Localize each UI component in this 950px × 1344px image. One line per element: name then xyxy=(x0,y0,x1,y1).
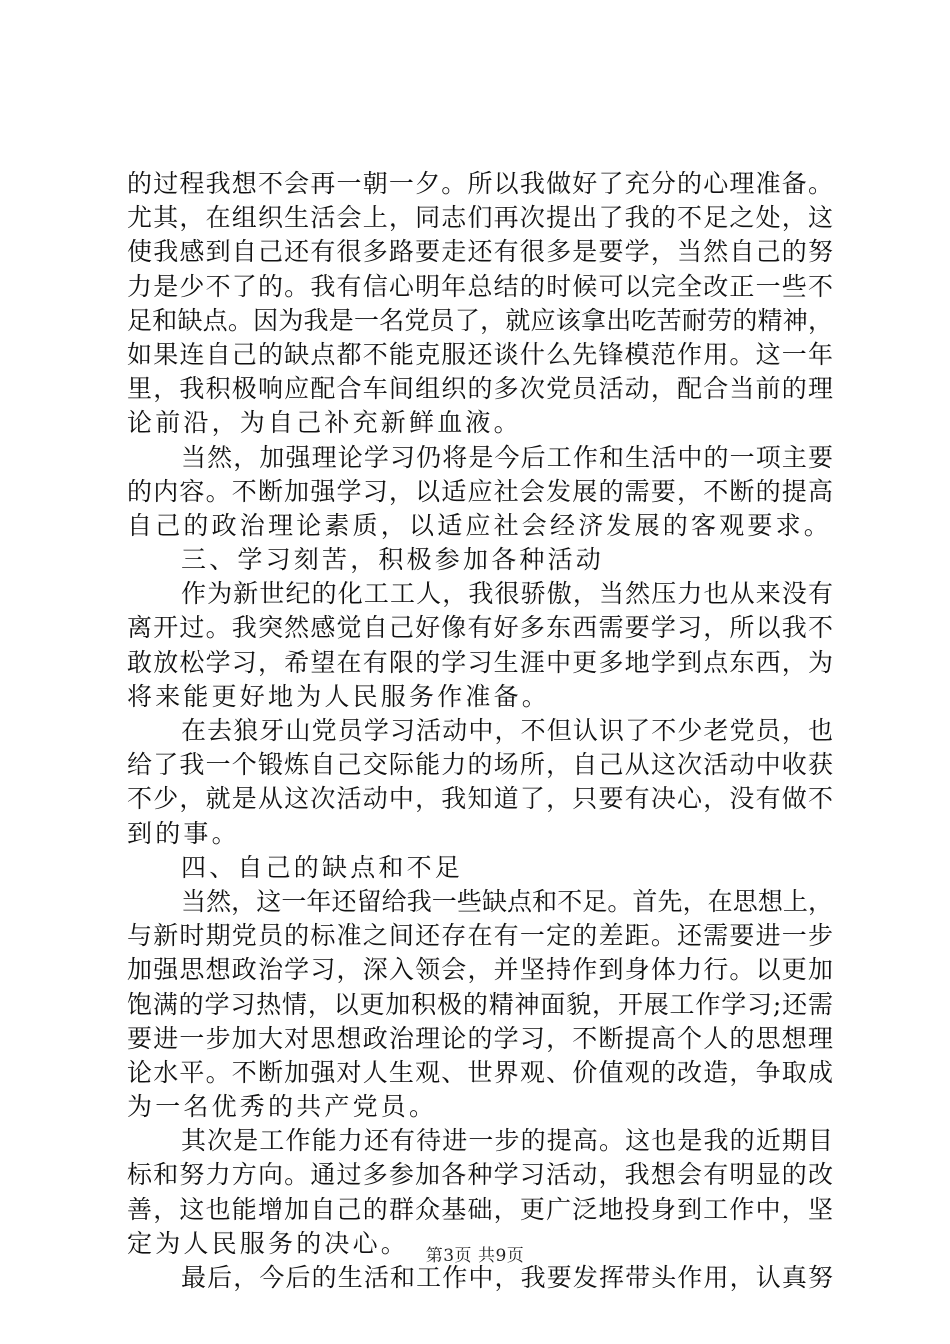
text-line: 其次是工作能力还有待进一步的提高。这也是我的近期目 xyxy=(181,1126,833,1156)
text-line: 的内容。不断加强学习，以适应社会发展的需要，不断的提高 xyxy=(127,476,833,506)
text-line: 到的事。 xyxy=(127,818,240,848)
text-line: 不少，就是从这次活动中，我知道了，只要有决心，没有做不 xyxy=(127,784,833,814)
text-line: 如果连自己的缺点都不能克服还谈什么先锋模范作用。这一年 xyxy=(127,339,833,369)
text-line: 论水平。不断加强对人生观、世界观、价值观的改造，争取成 xyxy=(127,1057,833,1087)
text-line: 当然，这一年还留给我一些缺点和不足。首先，在思想上， xyxy=(181,886,833,916)
text-line: 加强思想政治学习，深入领会，并坚持作到身体力行。以更加 xyxy=(127,955,833,985)
text-line: 在去狼牙山党员学习活动中，不但认识了不少老党员，也 xyxy=(181,716,833,745)
text-line: 给了我一个锻炼自己交际能力的场所，自己从这次活动中收获 xyxy=(127,750,833,780)
text-line: 最后，今后的生活和工作中，我要发挥带头作用，认真努 xyxy=(181,1263,833,1292)
text-line: 作为新世纪的化工工人，我很骄傲，当然压力也从来没有 xyxy=(181,579,833,609)
text-line: 自己的政治理论素质，以适应社会经济发展的客观要求。 xyxy=(127,510,833,540)
text-line: 离开过。我突然感觉自己好像有好多东西需要学习，所以我不 xyxy=(127,613,833,643)
text-line: 与新时期党员的标准之间还存在有一定的差距。还需要进一步 xyxy=(127,921,833,951)
text-line: 论前沿，为自己补充新鲜血液。 xyxy=(127,408,522,438)
text-line: 定为人民服务的决心。 xyxy=(127,1228,410,1258)
text-line: 将来能更好地为人民服务作准备。 xyxy=(127,681,551,711)
text-line: 三、学习刻苦，积极参加各种活动 xyxy=(181,545,605,575)
text-line: 标和努力方向。通过多参加各种学习活动，我想会有明显的改 xyxy=(127,1160,833,1190)
text-line: 要进一步加大对思想政治理论的学习，不断提高个人的思想理 xyxy=(127,1023,833,1053)
text-line: 尤其，在组织生活会上，同志们再次提出了我的不足之处，这 xyxy=(127,203,833,233)
document-body xyxy=(127,167,833,1295)
text-line: 使我感到自己还有很多路要走还有很多是要学，当然自己的努 xyxy=(127,237,833,267)
text-line: 当然，加强理论学习仍将是今后工作和生活中的一项主要 xyxy=(181,442,833,472)
text-line: 敢放松学习，希望在有限的学习生涯中更多地学到点东西，为 xyxy=(127,647,833,677)
text-line: 的过程我想不会再一朝一夕。所以我做好了充分的心理准备。 xyxy=(127,169,833,198)
text-line: 为一名优秀的共产党员。 xyxy=(127,1092,438,1122)
text-line: 饱满的学习热情，以更加积极的精神面貌，开展工作学习;还需 xyxy=(127,989,833,1019)
text-line: 四、自己的缺点和不足 xyxy=(181,852,464,882)
page-footer: 第3页 共9页 xyxy=(425,1246,525,1266)
text-line: 力是少不了的。我有信心明年总结的时候可以完全改正一些不 xyxy=(127,271,833,301)
text-line: 里，我积极响应配合车间组织的多次党员活动，配合当前的理 xyxy=(127,374,833,404)
text-line: 足和缺点。因为我是一名党员了，就应该拿出吃苦耐劳的精神， xyxy=(127,305,833,335)
text-line: 善，这也能增加自己的群众基础，更广泛地投身到工作中，坚 xyxy=(127,1194,833,1224)
